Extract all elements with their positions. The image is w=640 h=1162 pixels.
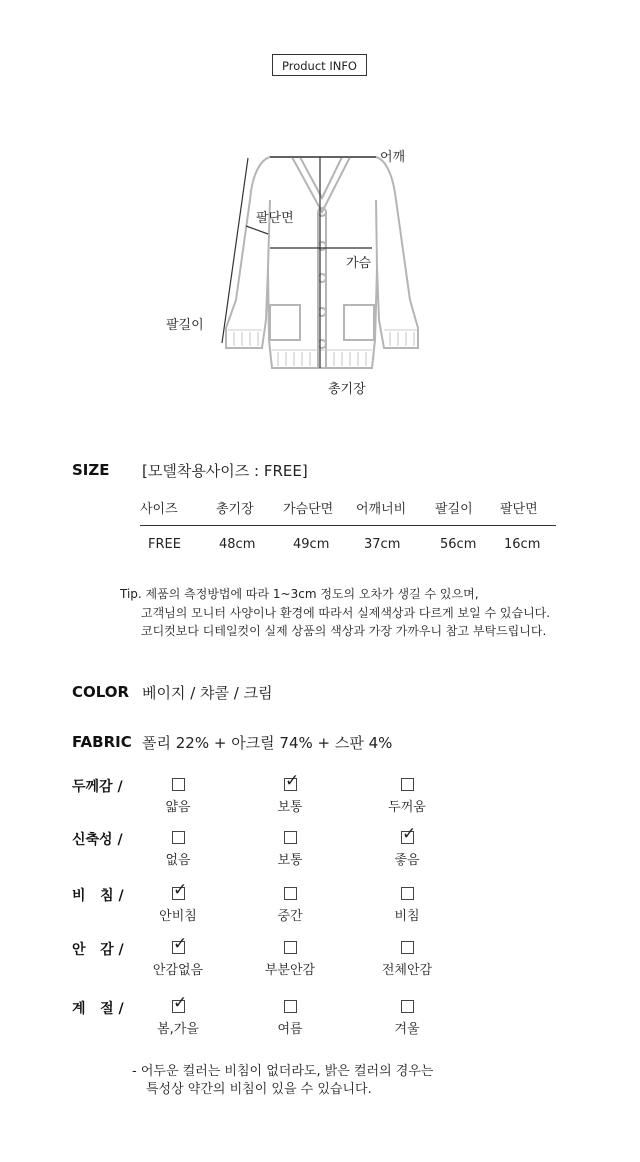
color-title: COLOR: [72, 683, 130, 701]
sleeve-length-label: 팔길이: [166, 318, 204, 333]
header-size: 사이즈: [140, 502, 178, 517]
option-label: 보통: [277, 800, 303, 815]
option-label: 좋음: [394, 853, 420, 868]
cell-shoulder: 37cm: [364, 537, 401, 552]
checkbox[interactable]: [284, 1000, 297, 1013]
checkmark-icon: ✓: [173, 993, 188, 1013]
size-table-divider: [140, 525, 556, 526]
attribute-label: 안 감 /: [72, 942, 124, 958]
checkbox[interactable]: [401, 941, 414, 954]
cell-total-length: 48cm: [219, 537, 256, 552]
option-label: 얇음: [165, 800, 191, 815]
option-label: 안비침: [159, 909, 197, 924]
checkmark-icon: ✓: [173, 880, 188, 900]
option-label: 부분안감: [264, 963, 316, 978]
model-size: [모델착용사이즈 : FREE]: [142, 462, 308, 480]
cell-chest: 49cm: [293, 537, 330, 552]
option-label: 안감없음: [152, 963, 204, 978]
option-label: 겨울: [394, 1022, 420, 1037]
option-label: 봄,가을: [157, 1022, 199, 1037]
header-sleeve-width: 팔단면: [500, 502, 538, 517]
tip-line-1: Tip. 제품의 측정방법에 따라 1~3cm 정도의 오차가 생길 수 있으며,: [120, 587, 479, 601]
note-line-1: - 어두운 컬러는 비침이 없더라도, 밝은 컬러의 경우는: [132, 1064, 434, 1079]
fabric-value: 폴리 22% + 아크릴 74% + 스판 4%: [142, 734, 393, 752]
header-shoulder: 어깨너비: [356, 502, 407, 517]
shoulder-label: 어깨: [380, 150, 406, 165]
attribute-label: 두께감 /: [72, 779, 123, 795]
attribute-label: 신축성 /: [72, 832, 123, 848]
attribute-label: 계 절 /: [72, 1001, 124, 1017]
checkbox[interactable]: [401, 778, 414, 791]
header-chest: 가슴단면: [283, 502, 334, 517]
checkbox[interactable]: [284, 887, 297, 900]
note-line-2: 특성상 약간의 비침이 있을 수 있습니다.: [146, 1082, 372, 1097]
chest-label: 가슴: [346, 256, 372, 271]
checkmark-icon: ✓: [285, 771, 300, 791]
option-label: 보통: [277, 853, 303, 868]
header-total-length: 총기장: [216, 502, 254, 517]
size-table-header: [140, 498, 556, 518]
checkmark-icon: ✓: [402, 824, 417, 844]
tip-line-2: 고객님의 모니터 사양이나 환경에 따라서 실제색상과 다르게 보일 수 있습니다.: [141, 606, 551, 620]
checkbox[interactable]: [401, 1000, 414, 1013]
total-length-label: 총기장: [328, 382, 366, 397]
table-row: [140, 537, 556, 557]
product-info-badge: Product INFO: [272, 54, 367, 76]
option-label: 비침: [394, 909, 420, 924]
option-label: 두꺼움: [388, 800, 426, 815]
checkbox[interactable]: [172, 831, 185, 844]
checkmark-icon: ✓: [173, 934, 188, 954]
color-value: 베이지 / 챠콜 / 크림: [142, 684, 273, 702]
option-label: 없음: [165, 853, 191, 868]
tip-line-3: 코디컷보다 디테일컷이 실제 상품의 색상과 가장 가까우니 참고 부탁드립니다.: [141, 624, 547, 638]
checkbox[interactable]: [172, 778, 185, 791]
size-title: SIZE: [72, 461, 110, 479]
cardigan-measurement-illustration: [0, 0, 640, 420]
cell-sleeve-width: 16cm: [504, 537, 541, 552]
option-label: 전체안감: [381, 963, 433, 978]
fabric-title: FABRIC: [72, 733, 132, 751]
attribute-label: 비 침 /: [72, 888, 124, 904]
sleeve-width-label: 팔단면: [256, 211, 294, 226]
cell-size: FREE: [148, 537, 181, 552]
header-sleeve-length: 팔길이: [435, 502, 473, 517]
checkbox[interactable]: [284, 831, 297, 844]
checkbox[interactable]: [284, 941, 297, 954]
cell-sleeve-length: 56cm: [440, 537, 477, 552]
checkbox[interactable]: [401, 887, 414, 900]
option-label: 중간: [277, 909, 303, 924]
option-label: 여름: [277, 1022, 303, 1037]
